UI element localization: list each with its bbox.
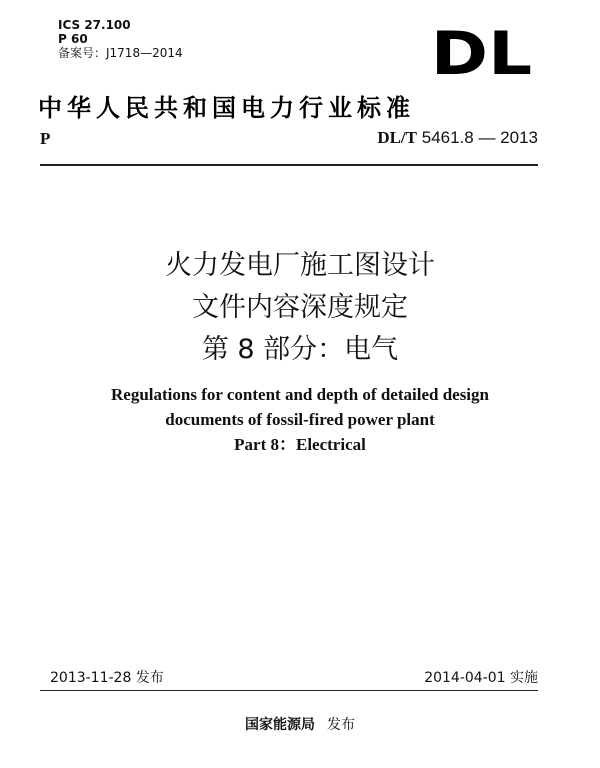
issuing-organization: 中华人民共和国电力行业标准: [38, 93, 415, 122]
category-code: P 60: [58, 32, 88, 46]
issuer-label: 发布: [327, 717, 355, 733]
category-letter: P: [40, 129, 51, 148]
issuer-name: 国家能源局: [245, 717, 315, 733]
title-cn-line2: 文件内容深度规定: [192, 292, 408, 323]
effective-date: 2014-04-01 实施: [424, 670, 538, 686]
standard-code: DL/T: [377, 128, 417, 147]
ics-code: ICS 27.100: [58, 18, 131, 32]
title-cn-line1: 火力发电厂施工图设计: [165, 250, 435, 281]
footer-divider: [40, 690, 538, 691]
issue-date: 2013-11-28 发布: [50, 670, 164, 686]
title-en-line2: documents of fossil-fired power plant: [165, 410, 435, 429]
record-number: 备案号：J1718—2014: [58, 46, 183, 60]
title-en-line3: Part 8：Electrical: [234, 435, 366, 454]
issuer-line: [0, 714, 600, 734]
dl-logo: DL: [430, 19, 532, 89]
title-en-line1: Regulations for content and depth of detailed design: [111, 385, 489, 404]
standard-number-value: 5461.8 — 2013: [421, 128, 538, 147]
title-cn-line3: 第 8 部分：电气: [201, 334, 399, 365]
header-divider: [40, 164, 538, 166]
standard-number: [377, 128, 538, 148]
